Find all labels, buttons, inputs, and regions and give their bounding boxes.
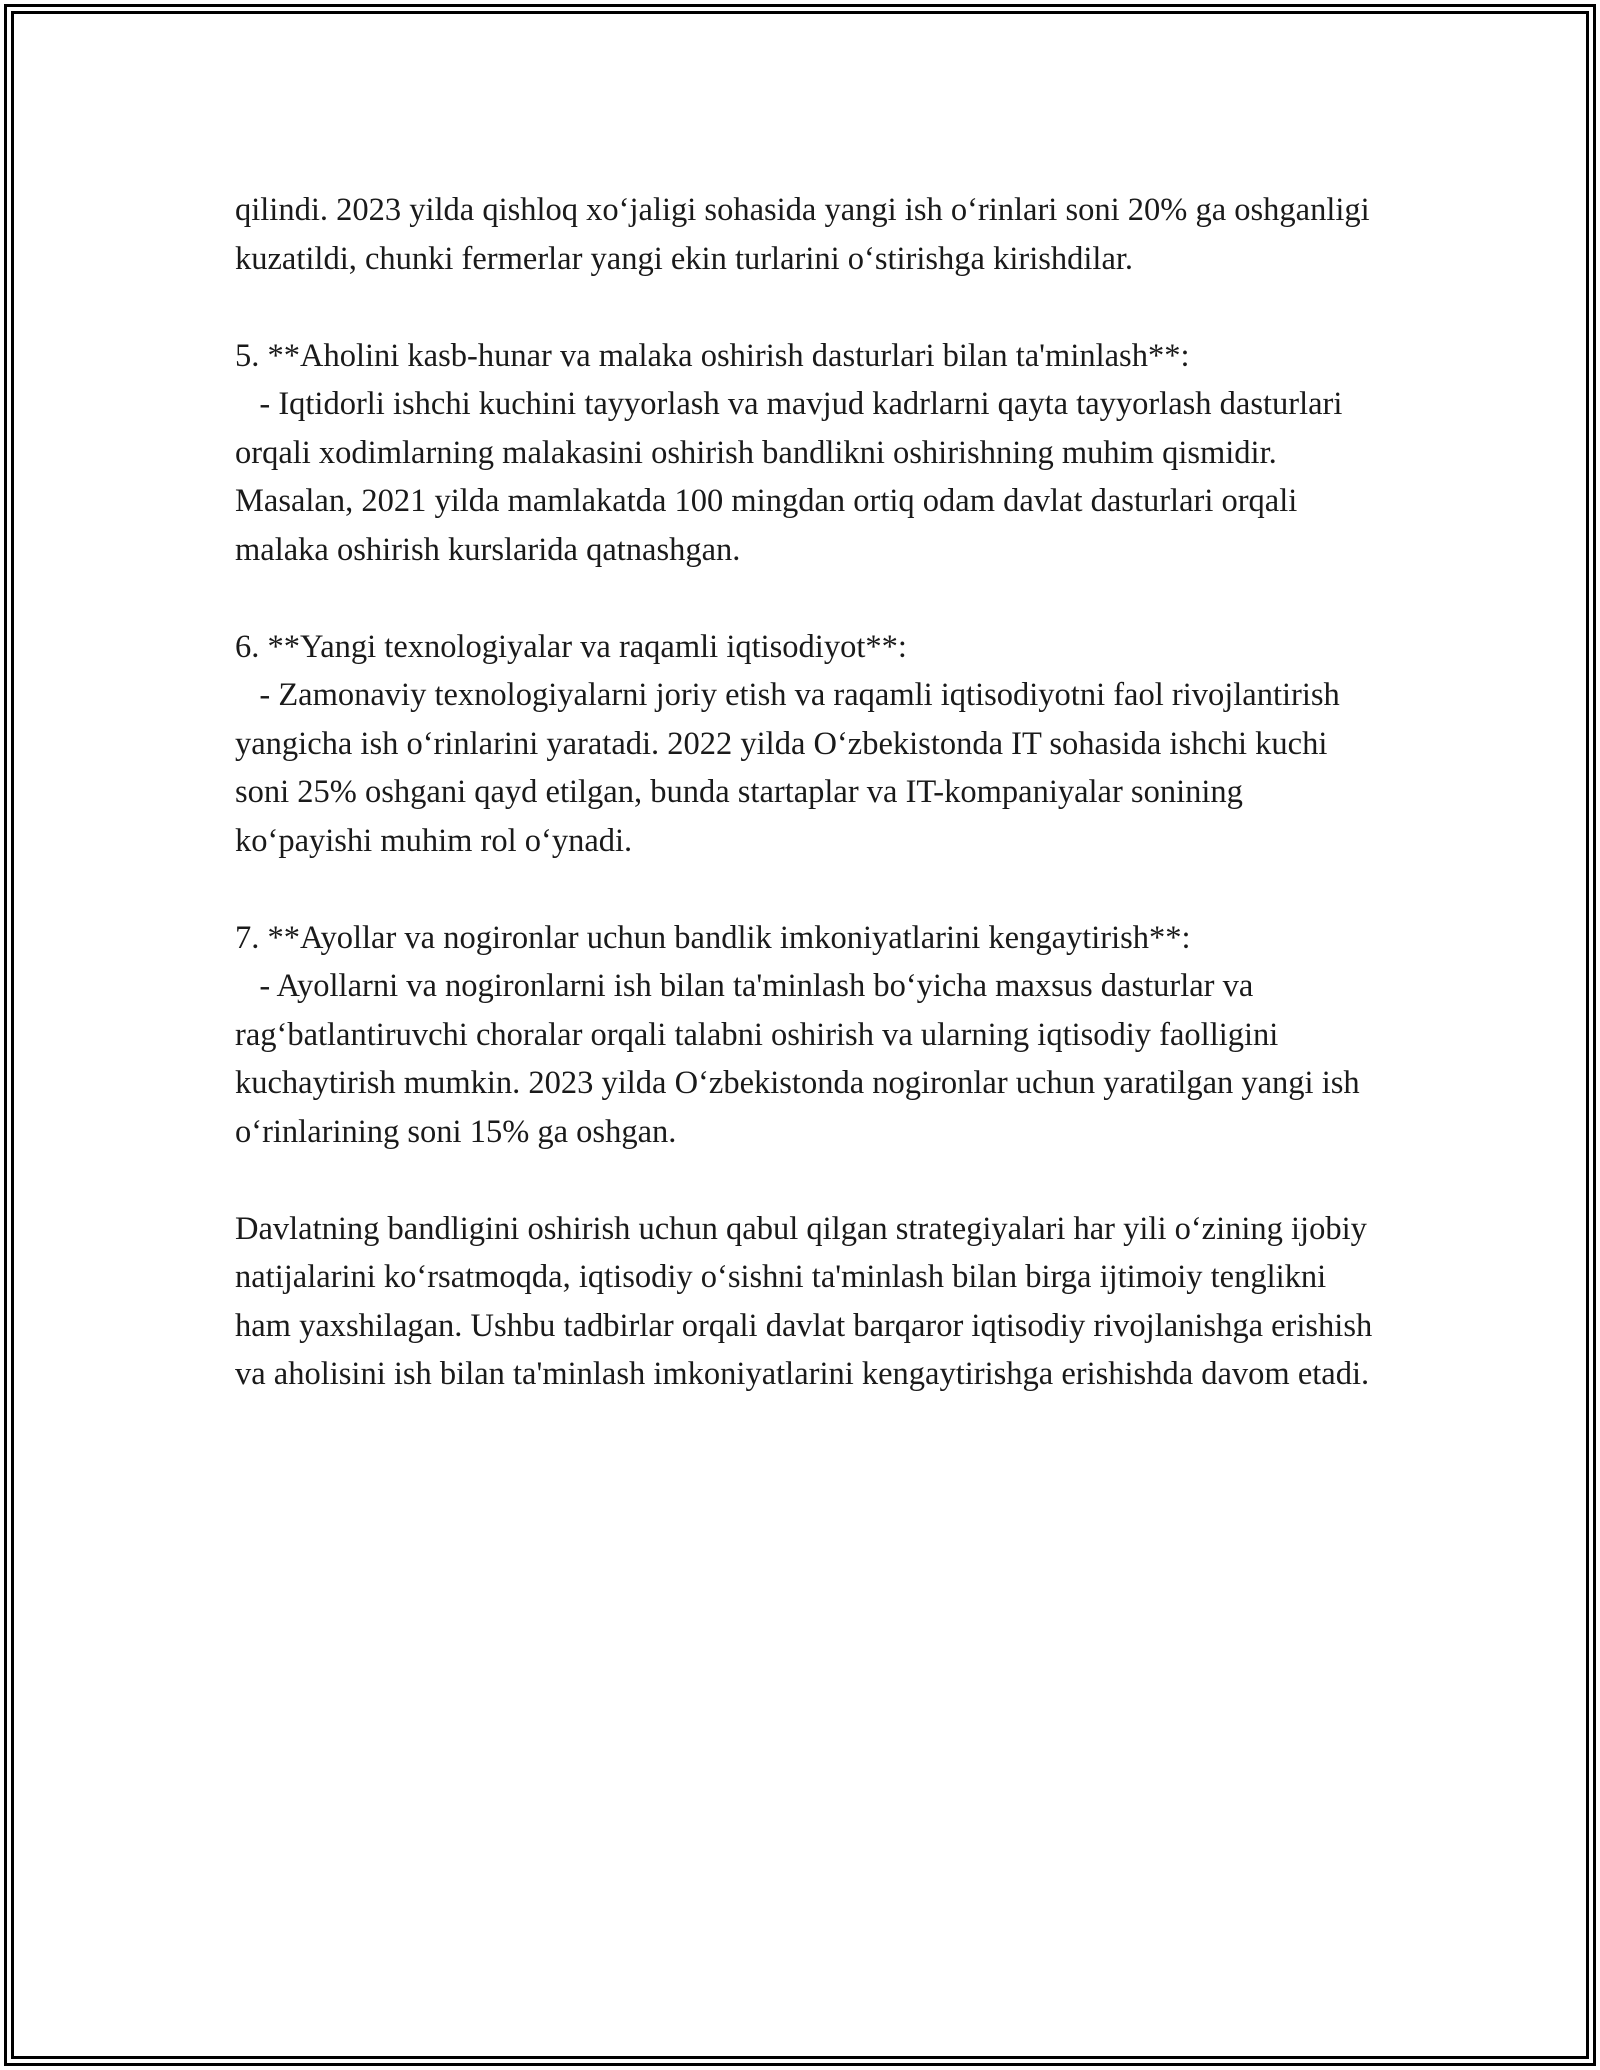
document-body: [235, 186, 1375, 1447]
item-body-5-text: - Iqtidorli ishchi kuchini tayyorlash va mavjud kadrlarni qayta tayyorlash dasturlari orqali xodimlarning malakasini oshirish bandlikni oshirishning muhim qismidir. Masalan, 2021 yilda mamlakatda 100 mingdan ortiq odam davlat dasturlari orqali malaka oshirish kurslarida qatnashgan.: [235, 386, 1343, 568]
item-body-7: [235, 962, 1375, 1156]
intro-paragraph: qilindi. 2023 yilda qishloq xo‘jaligi sohasida yangi ish o‘rinlari soni 20% ga oshganligi kuzatildi, chunki fermerlar yangi ekin turlarini o‘stirishga kirishdilar.: [235, 192, 1370, 277]
item-body-7-text: - Ayollarni va nogironlarni ish bilan ta'minlash bo‘yicha maxsus dasturlar va rag‘batlantiruvchi choralar orqali talabni oshirish va ularning iqtisodiy faolligini kuchaytirish mumkin. 2023 yilda O‘zbekistonda nogironlar uchun yaratilgan yangi ish o‘rinlarining soni 15% ga oshgan.: [235, 968, 1360, 1150]
item-body-6-text: - Zamonaviy texnologiyalarni joriy etish va raqamli iqtisodiyotni faol rivojlantirish yangicha ish o‘rinlarini yaratadi. 2022 yilda O‘zbekistonda IT sohasida ishchi kuchi soni 25% oshgani qayd etilgan, bunda startaplar va IT-kompaniyalar sonining ko‘payishi muhim rol o‘ynadi.: [235, 677, 1340, 859]
item-body-5: [235, 380, 1375, 574]
item-heading-5: 5. **Aholini kasb-hunar va malaka oshirish dasturlari bilan ta'minlash**:: [235, 337, 1190, 374]
item-heading-7: 7. **Ayollar va nogironlar uchun bandlik imkoniyatlarini kengaytirish**:: [235, 919, 1191, 956]
item-body-6: [235, 671, 1375, 865]
conclusion-paragraph: Davlatning bandligini oshirish uchun qabul qilgan strategiyalari har yili o‘zining ijobiy natijalarini ko‘rsatmoqda, iqtisodiy o‘sishni ta'minlash bilan birga ijtimoiy tenglikni ham yaxshilagan. Ushbu tadbirlar orqali davlat barqaror iqtisodiy rivojlanishga erishish va aholisini ish bilan ta'minlash imkoniyatlarini kengaytirishga erishishda davom etadi.: [235, 1210, 1373, 1392]
item-heading-6: 6. **Yangi texnologiyalar va raqamli iqtisodiyot**:: [235, 628, 907, 665]
